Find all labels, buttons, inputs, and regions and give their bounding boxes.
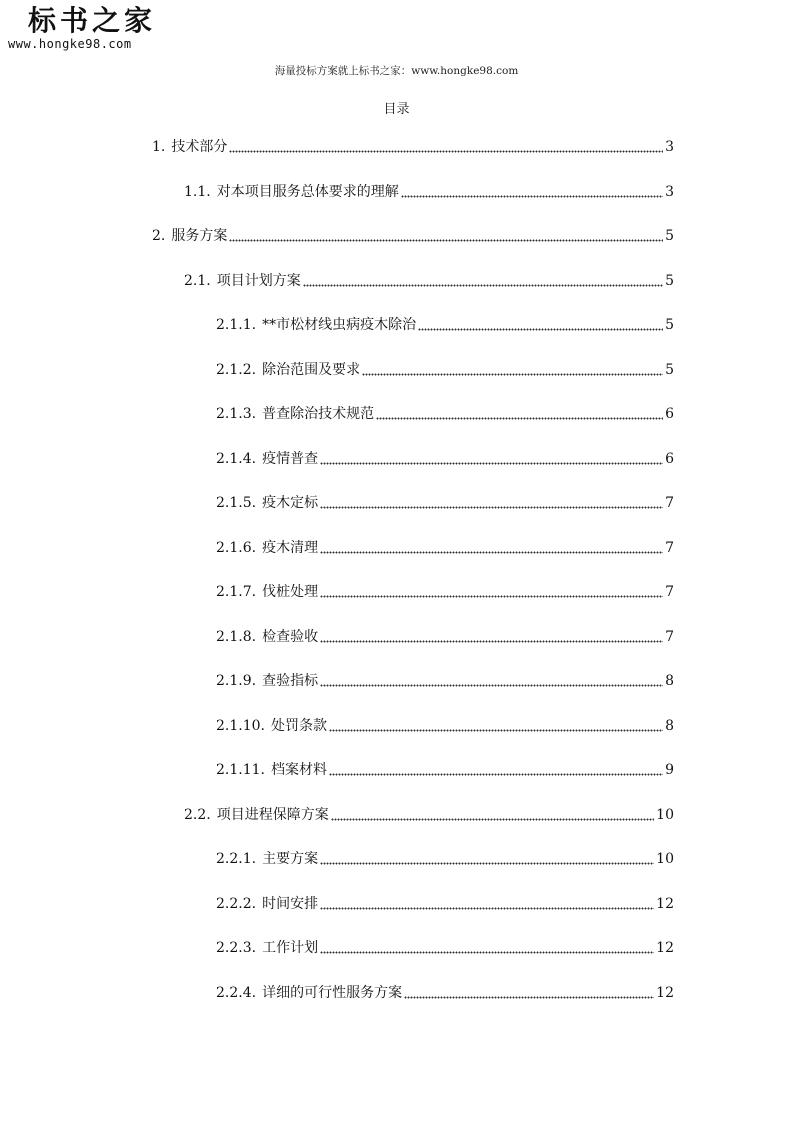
toc-dot-leader xyxy=(303,281,663,287)
toc-entry[interactable] xyxy=(216,981,674,1003)
toc-entry-text: 主要方案 xyxy=(262,851,319,867)
toc-entry[interactable] xyxy=(184,803,674,825)
toc-dot-leader xyxy=(320,459,663,465)
toc-dot-leader xyxy=(376,414,663,420)
toc-entry-text: 检查验收 xyxy=(262,628,319,645)
toc-entry[interactable] xyxy=(216,313,674,335)
toc-dot-leader xyxy=(320,948,654,954)
toc-dot-leader xyxy=(418,325,663,331)
toc-entry-number: 2. xyxy=(152,228,166,244)
toc-entry-page: 3 xyxy=(665,183,674,200)
toc-entry-number: 2.1.5. xyxy=(216,495,257,511)
toc-entry-page: 6 xyxy=(665,450,674,467)
toc-entry-page: 10 xyxy=(656,851,674,867)
toc-entry[interactable] xyxy=(216,758,674,780)
toc-entry-page: 12 xyxy=(656,895,674,912)
toc-entry-page: 12 xyxy=(656,984,674,1001)
toc-entry-number: 2.1.11. xyxy=(216,762,265,778)
toc-entry-page: 5 xyxy=(665,317,674,333)
toc-dot-leader xyxy=(320,592,663,598)
toc-entry-number: 2.1.4. xyxy=(216,450,257,467)
toc-entry-text: 普查除治技术规范 xyxy=(262,406,375,422)
toc-entry-text: 查验指标 xyxy=(262,673,319,689)
toc-entry-page: 7 xyxy=(665,495,674,511)
toc-entry[interactable] xyxy=(216,892,674,914)
toc-entry-text: 除治范围及要求 xyxy=(262,361,361,378)
toc-entry-number: 2.2.4. xyxy=(216,984,257,1001)
toc-entry[interactable] xyxy=(216,580,674,602)
toc-entry-page: 7 xyxy=(665,628,674,645)
toc-entry-page: 7 xyxy=(665,539,674,556)
toc-entry-number: 2.1. xyxy=(184,272,211,289)
toc-entry[interactable] xyxy=(152,224,674,246)
header-note: 海量投标方案就上标书之家：www.hongke98.com xyxy=(274,65,519,77)
toc-entry[interactable] xyxy=(216,625,674,647)
logo-title: 标书之家 xyxy=(28,4,157,37)
toc-dot-leader xyxy=(404,993,654,999)
toc-dot-leader xyxy=(320,637,663,643)
toc-entry-text: 工作计划 xyxy=(262,940,319,956)
toc-entry[interactable] xyxy=(216,847,674,869)
toc-entry-text: **市松材线虫病疫木除治 xyxy=(262,317,417,333)
toc-entry[interactable] xyxy=(216,491,674,513)
toc-entry-number: 1.1. xyxy=(184,183,211,200)
toc-entry-page: 12 xyxy=(656,940,674,956)
toc-entry-page: 8 xyxy=(665,717,674,734)
toc-dot-leader xyxy=(329,726,663,732)
toc-entry[interactable] xyxy=(216,358,674,380)
toc-entry-number: 2.1.7. xyxy=(216,584,257,600)
toc-entry[interactable] xyxy=(216,447,674,469)
toc-entry-text: 疫木定标 xyxy=(262,495,319,511)
toc-entry-text: 服务方案 xyxy=(171,228,228,244)
toc-entry-number: 2.2.2. xyxy=(216,895,257,912)
toc-entry[interactable] xyxy=(184,269,674,291)
toc-entry-text: 档案材料 xyxy=(270,762,327,778)
toc-entry-number: 2.1.10. xyxy=(216,717,265,734)
toc-dot-leader xyxy=(401,192,663,198)
logo-url: www.hongke98.com xyxy=(8,37,132,51)
site-logo xyxy=(8,4,168,51)
toc-entry-text: 疫木清理 xyxy=(262,539,319,556)
toc-entry[interactable] xyxy=(216,402,674,424)
toc-entry-text: 处罚条款 xyxy=(270,717,327,734)
toc-entry[interactable] xyxy=(216,714,674,736)
toc-entry-page: 5 xyxy=(665,272,674,289)
toc-title: 目录 xyxy=(383,102,410,117)
toc-entry-number: 2.1.6. xyxy=(216,539,257,556)
toc-dot-leader xyxy=(229,147,663,153)
toc-dot-leader xyxy=(320,681,663,687)
toc-entry-number: 2.2.1. xyxy=(216,851,257,867)
toc-entry-text: 时间安排 xyxy=(262,895,319,912)
toc-entry-page: 6 xyxy=(665,406,674,422)
toc-dot-leader xyxy=(320,548,663,554)
toc-entry-number: 2.1.1. xyxy=(216,317,257,333)
toc-entry-page: 5 xyxy=(665,228,674,244)
toc-entry-text: 技术部分 xyxy=(171,139,228,155)
toc-dot-leader xyxy=(329,770,663,776)
toc-dot-leader xyxy=(331,815,654,821)
toc-entry-page: 10 xyxy=(656,806,674,823)
toc-entry[interactable] xyxy=(216,936,674,958)
toc-entry-number: 2.1.3. xyxy=(216,406,257,422)
toc-entry[interactable] xyxy=(184,180,674,202)
toc-entry-page: 5 xyxy=(665,361,674,378)
toc-entry-text: 详细的可行性服务方案 xyxy=(262,984,403,1001)
toc-entry[interactable] xyxy=(152,135,674,157)
toc-entry-page: 9 xyxy=(665,762,674,778)
toc-dot-leader xyxy=(362,370,663,376)
toc-entry-text: 项目计划方案 xyxy=(216,272,301,289)
toc-entry-page: 8 xyxy=(665,673,674,689)
toc-entry-number: 1. xyxy=(152,139,166,155)
toc-entry-page: 3 xyxy=(665,139,674,155)
toc-dot-leader xyxy=(320,904,654,910)
toc-dot-leader xyxy=(229,236,663,242)
toc-entry-number: 2.2.3. xyxy=(216,940,257,956)
toc-entry-number: 2.1.9. xyxy=(216,673,257,689)
toc-dot-leader xyxy=(320,503,663,509)
toc-entry-number: 2.2. xyxy=(184,806,211,823)
toc-dot-leader xyxy=(320,859,654,865)
toc-entry-text: 疫情普查 xyxy=(262,450,319,467)
toc-entry[interactable] xyxy=(216,536,674,558)
toc-entry-text: 伐桩处理 xyxy=(262,584,319,600)
toc-entry-text: 对本项目服务总体要求的理解 xyxy=(216,183,399,200)
toc-entry-text: 项目进程保障方案 xyxy=(216,806,329,823)
toc-entry-page: 7 xyxy=(665,584,674,600)
toc-entry-number: 2.1.2. xyxy=(216,361,257,378)
toc-entry[interactable] xyxy=(216,669,674,691)
toc-entry-number: 2.1.8. xyxy=(216,628,257,645)
